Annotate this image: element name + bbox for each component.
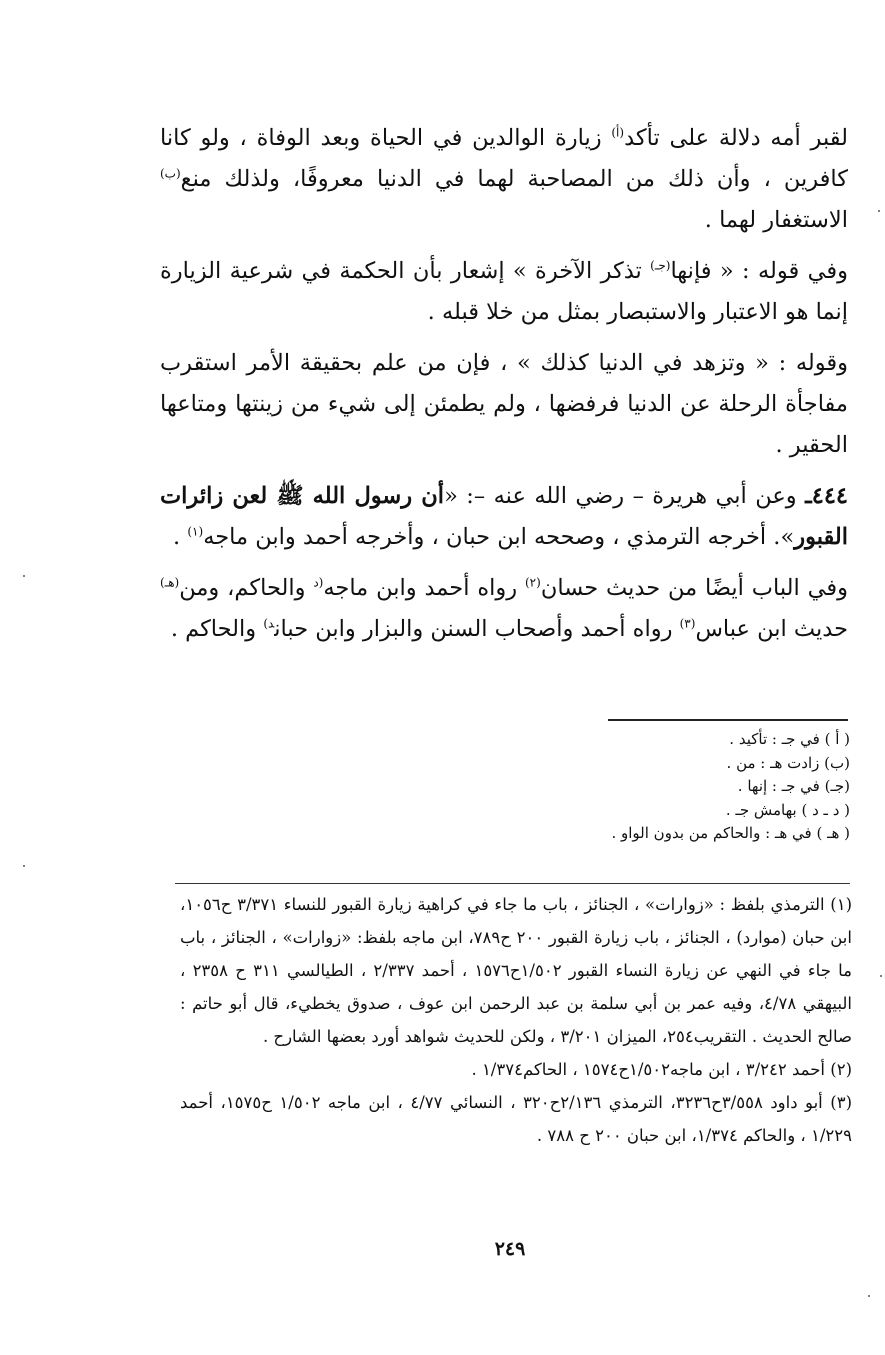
footnote-3: (٣) أبو داود ٣/٥٥٨ح٣٢٣٦، الترمذي ٢/١٣٦ح٣٢٠ ، النسائي ٤/٧٧ ، ابن ماجه ١/٥٠٢ ح١٥٧٥، أحمد ١/٢٢٩ ، والحاكم ١/٣٧٤، ابن حبان ٢٠٠ ح ٧٨٨ . xyxy=(180,1093,852,1145)
variants-divider xyxy=(608,719,848,721)
scan-speck xyxy=(868,1295,870,1297)
variant-notes xyxy=(480,728,850,846)
variant-marker: (أ) xyxy=(611,125,625,140)
footnote-1: (١) الترمذي بلفظ : «زوارات» ، الجنائز ، باب ما جاء في كراهية زيارة القبور للنساء ٣/٣٧١ ح١٠٥٦، ابن حبان (موارد) ، الجنائز ، باب زيارة القبور ٢٠٠ ح٧٨٩، ابن ماجه بلفظ: «زوارات» ، الجنائز ، باب ما جاء في النهي عن زيارة النساء القبور ١/٥٠٢ح١٥٧٦ ، أحمد ٢/٣٣٧ ، الطيالسي ٣١١ ح ٢٣٥٨ ، البيهقي ٤/٧٨، وفيه عمر بن أبي سلمة بن عبد الرحمن ابن عوف ، صدوق يخطيء، قال أبو حاتم : صالح الحديث . التقريب٢٥٤، الميزان ٣/٢٠١ ، ولكن للحديث شواهد أورد بعضها الشارح . xyxy=(180,895,853,1046)
scan-speck xyxy=(878,210,880,212)
text-run: لقبر أمه دلالة على تأكد xyxy=(624,125,848,151)
text-run: . xyxy=(173,524,188,550)
page-number: ٢٤٩ xyxy=(494,1238,526,1260)
footnote-marker: (١) xyxy=(187,524,204,539)
footnote-2: (٢) أحمد ٣/٢٤٢ ، ابن ماجه١/٥٠٢ح١٥٧٤ ، الحاكم١/٣٧٤ . xyxy=(471,1060,852,1079)
footnotes-divider xyxy=(175,883,850,884)
variant-note: ( هـ ) في هـ : والحاكم من بدون الواو . xyxy=(611,824,850,843)
text-run: الاستغفار لهما . xyxy=(704,207,848,233)
footnote-marker: (٢) xyxy=(524,575,541,590)
footnote-marker: (٣) xyxy=(679,616,696,631)
variant-note: ( د ـ د ) بهامش جـ . xyxy=(725,800,850,819)
variant-marker: (د xyxy=(313,575,324,590)
scan-speck xyxy=(880,975,882,977)
paragraph-hadith-444 xyxy=(160,476,848,558)
variant-note: (ب) زادت هـ : من . xyxy=(726,753,850,772)
footnotes xyxy=(180,888,852,1152)
text-run: حديث ابن عباس xyxy=(695,616,848,642)
text-run: وعن أبي هريرة – رضي الله عنه –: « xyxy=(444,483,806,509)
hadith-number: ٤٤٤ـ xyxy=(805,483,848,509)
text-run: والحاكم، ومن xyxy=(179,575,314,601)
paragraph-5 xyxy=(160,568,848,650)
hadith-text: أن رسول الله ﷺ لعن زائرات القبور xyxy=(160,483,848,550)
scan-speck xyxy=(23,865,25,867)
text-run: ». أخرجه الترمذي ، وصححه ابن حبان ، وأخرجه أحمد وابن ماجه xyxy=(203,524,795,550)
paragraph-2 xyxy=(160,251,848,333)
text-run: وفي قوله : « فإنها xyxy=(670,258,848,284)
text-run: وفي الباب أيضًا من حديث حسان xyxy=(540,575,848,601)
paragraph-3: وقوله : « وتزهد في الدنيا كذلك » ، فإن من علم بحقيقة الأمر استقرب مفاجأة الرحلة عن الدنيا فرفضها ، ولم يطمئن إلى شيء من زينتها ومتاعها الحقير . xyxy=(160,350,848,458)
variant-marker: (هـ) xyxy=(160,575,180,590)
text-run: رواه أحمد وابن ماجه xyxy=(323,575,525,601)
scan-speck xyxy=(23,575,25,577)
text-run: تذكر الآخرة » إشعار بأن الحكمة في شرعية الزيارة إنما هو الاعتبار والاستبصار بمثل من خلا قبله . xyxy=(160,258,848,325)
variant-marker: (ب) xyxy=(160,166,181,181)
variant-note: (جـ) في جـ : إنها . xyxy=(737,777,850,796)
text-run: والحاكم . xyxy=(170,616,264,642)
variant-marker: (جـ) xyxy=(650,258,671,273)
paragraph-1 xyxy=(160,118,848,241)
main-text xyxy=(160,118,848,660)
text-run: زيارة الوالدين في الحياة وبعد الوفاة ، ولو كانا كافرين ، وأن ذلك من المصاحبة لهما في الدنيا معروفًا، ولذلك منع xyxy=(160,125,848,192)
variant-marker: د) xyxy=(263,616,275,631)
text-run: رواه أحمد وأصحاب السنن والبزار وابن حبان xyxy=(274,616,680,642)
variant-note: ( أ ) في جـ : تأكيد . xyxy=(729,730,850,748)
